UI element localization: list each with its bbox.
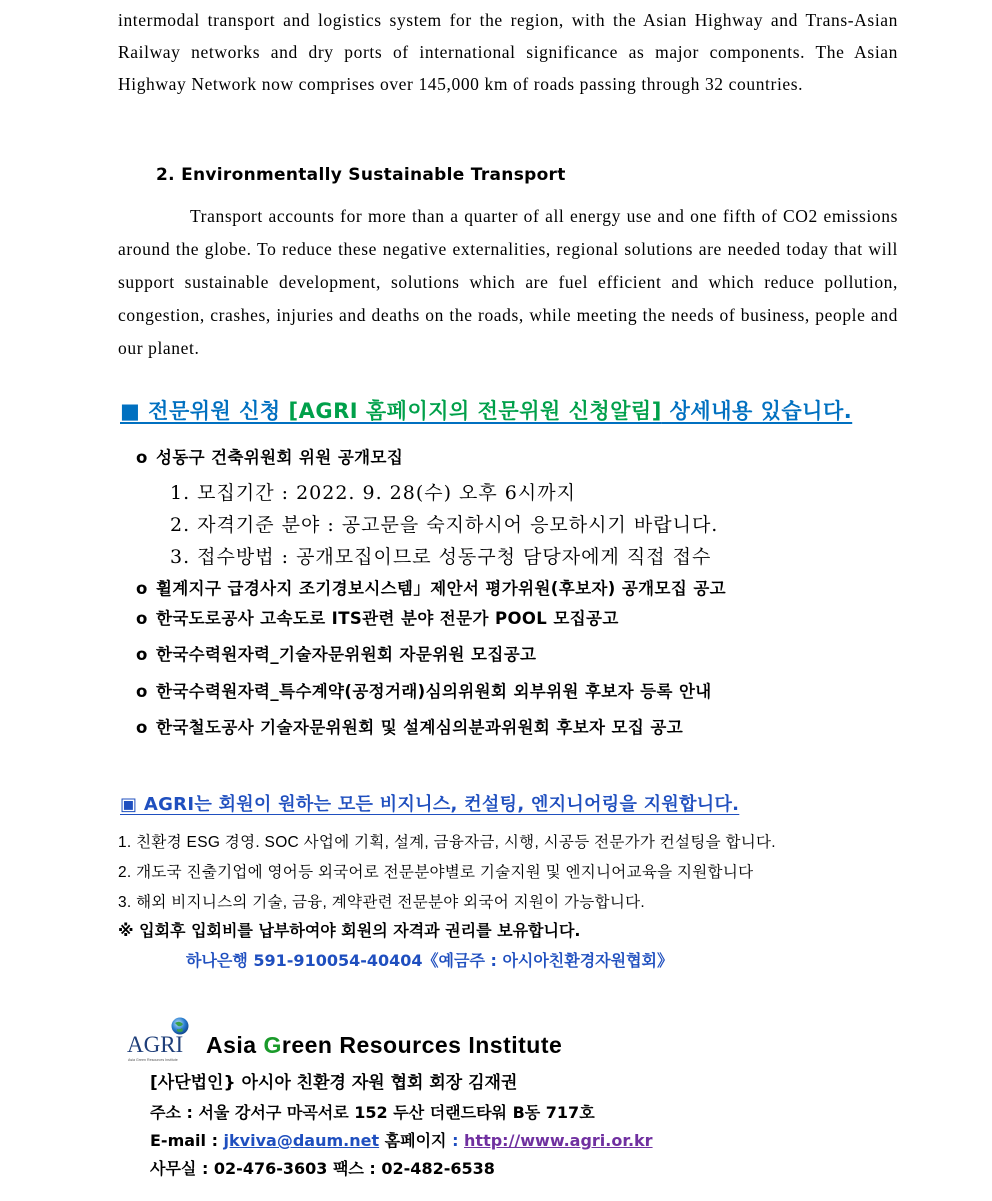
notice-item-title: 한국수력원자력_특수계약(공정거래)심의위원회 외부위원 후보자 등록 안내 xyxy=(156,682,712,701)
homepage-link[interactable]: http://www.agri.or.kr xyxy=(464,1131,653,1150)
notice-heading-prefix: ■ 전문위원 신청 xyxy=(120,399,289,423)
bank-account: 하나은행 591-910054-40404《예금주 : 아시아친환경자원협회》 xyxy=(186,951,674,970)
bullet-marker: o xyxy=(136,645,148,664)
notice-item xyxy=(136,678,712,702)
service-item: 1. 친환경 ESG 경영. SOC 사업에 기획, 설계, 금융자금, 시행, 시공등 전문가가 컨설팅을 합니다. xyxy=(118,834,776,851)
bullet-marker: o xyxy=(136,682,148,701)
membership-note: ※ 입회후 입회비를 납부하여야 회원의 자격과 권리를 보유합니다. xyxy=(118,921,581,940)
address-line: 주소 : 서울 강서구 마곡서로 152 두산 더랜드타워 B동 717호 xyxy=(150,1103,595,1122)
notice-item-title: 휠계지구 급경사지 조기경보시스템」제안서 평가위원(후보자) 공개모집 공고 xyxy=(156,579,727,598)
bullet-marker: o xyxy=(136,609,148,628)
agri-logo xyxy=(126,1016,194,1064)
bullet-marker: o xyxy=(136,718,148,737)
notice-item xyxy=(136,605,619,629)
homepage-colon: : xyxy=(452,1131,465,1150)
org-name-part: reen Resources Institute xyxy=(281,1032,563,1058)
contact-line xyxy=(150,1128,653,1151)
logo-text: AGRI xyxy=(127,1032,184,1057)
service-item: 3. 해외 비지니스의 기술, 금융, 계약관련 전문분야 외국어 지원이 가능합니다. xyxy=(118,894,645,911)
agri-support-heading: ▣ AGRI는 회원이 원하는 모든 비지니스, 컨설팅, 엔지니어링을 지원합니다. xyxy=(120,794,740,815)
notice-item-title: 한국수력원자력_기술자문위원회 자문위원 모집공고 xyxy=(156,645,537,664)
notice-item-title: 성동구 건축위원회 위원 공개모집 xyxy=(156,448,404,467)
notice-item-title: 한국철도공사 기술자문위원회 및 설계심의분과위원회 후보자 모집 공고 xyxy=(156,718,684,737)
homepage-label: 홈페이지 xyxy=(379,1131,453,1150)
section-body: Transport accounts for more than a quarter of all energy use and one fifth of CO2 emissions around the globe. To reduce these negative externalities, regional solutions are needed today that will support sustainable development, solutions which are fuel efficient and which reduce pollution, congestion, crashes, injuries and deaths on the roads, while meeting the needs of business, people and our planet. xyxy=(118,206,898,358)
notice-heading xyxy=(120,395,852,425)
notice-item-title: 한국도로공사 고속도로 ITS관련 분야 전문가 POOL 모집공고 xyxy=(156,609,619,628)
notice-item xyxy=(136,714,683,738)
logo-caption: Asia Green Resources Institute xyxy=(128,1058,178,1062)
email-link[interactable]: jkviva@daum.net xyxy=(223,1131,380,1150)
section-heading: 2. Environmentally Sustainable Transport xyxy=(156,165,566,185)
notice-heading-highlight: [AGRI 홈페이지의 전문위원 신청알림] xyxy=(288,399,662,423)
notice-item xyxy=(136,575,726,599)
org-name-part: Asia xyxy=(206,1032,264,1058)
notice-detail: 3. 접수방법 : 공개모집이므로 성동구청 담당자에게 직접 접수 xyxy=(170,546,712,568)
bullet-marker: o xyxy=(136,448,148,467)
notice-item xyxy=(136,444,403,468)
notice-heading-suffix: 상세내용 있습니다. xyxy=(661,399,853,423)
org-name xyxy=(206,1032,562,1059)
notice-item xyxy=(136,641,536,665)
globe-icon xyxy=(126,1016,194,1064)
notice-detail: 2. 자격기준 분야 : 공고문을 숙지하시어 응모하시기 바랍니다. xyxy=(170,514,719,536)
intro-paragraph: intermodal transport and logistics system for the region, with the Asian Highway and Trans-Asian Railway networks and dry ports of international significance as major components. The Asian Highway Network now comprises over 145,000 km of roads passing through 32 countries. xyxy=(118,10,898,94)
org-name-green-letter: G xyxy=(263,1032,282,1058)
bullet-marker: o xyxy=(136,579,148,598)
service-item: 2. 개도국 진출기업에 영어등 외국어로 전문분야별로 기술지원 및 엔지니어교육을 지원합니다 xyxy=(118,864,754,881)
president-line: [사단법인} 아시아 친환경 자원 협회 회장 김재권 xyxy=(150,1073,518,1093)
email-label: E-mail : xyxy=(150,1131,224,1150)
phone-line: 사무실 : 02-476-3603 팩스 : 02-482-6538 xyxy=(150,1159,495,1178)
notice-detail: 1. 모집기간 : 2022. 9. 28(수) 오후 6시까지 xyxy=(170,482,576,504)
